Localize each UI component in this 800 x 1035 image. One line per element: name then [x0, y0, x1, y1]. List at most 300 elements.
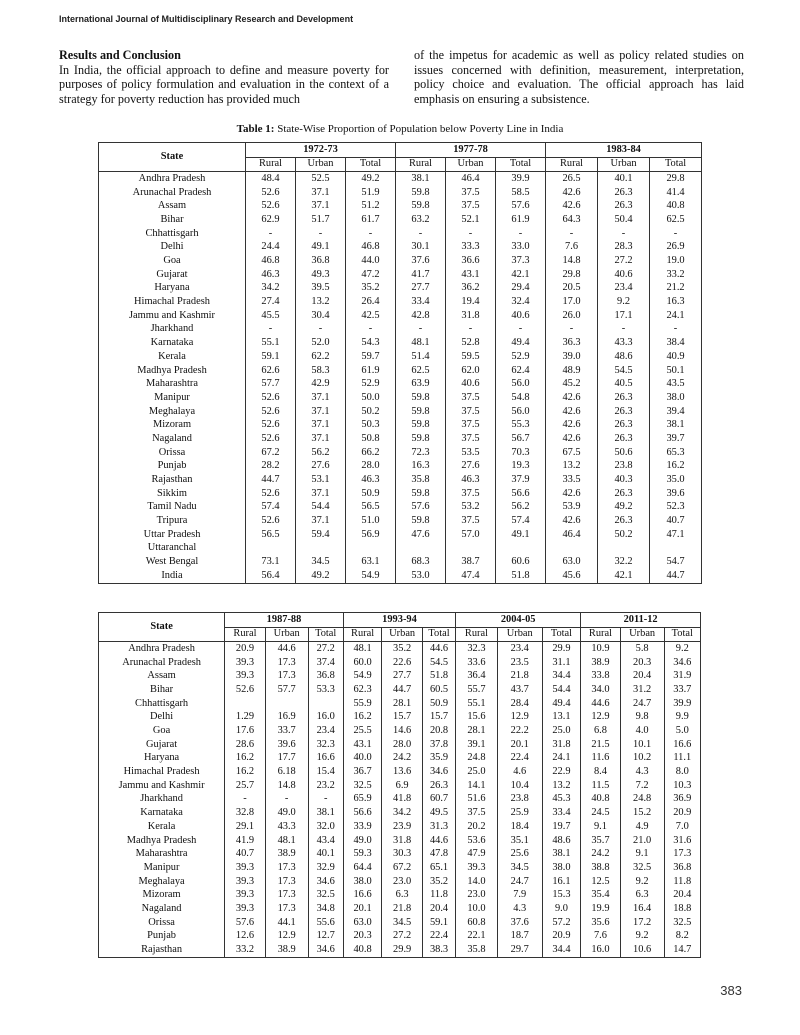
table-cell: 16.6	[308, 752, 343, 766]
table-cell: 50.6	[598, 446, 650, 460]
table-cell: 38.9	[265, 944, 308, 958]
table-cell: 16.1	[542, 875, 581, 889]
table-cell: 37.5	[446, 405, 496, 419]
table-cell: 15.2	[620, 807, 664, 821]
table-cell: 16.0	[581, 944, 621, 958]
table-cell	[265, 697, 308, 711]
table-cell: 23.4	[598, 282, 650, 296]
table-cell: 31.6	[664, 834, 700, 848]
table-cell: 4.3	[620, 766, 664, 780]
table-cell: 53.5	[446, 446, 496, 460]
table-cell: 12.9	[265, 930, 308, 944]
table-cell: 35.6	[581, 916, 621, 930]
table-cell: 11.5	[581, 779, 621, 793]
table-cell: 49.2	[296, 569, 346, 583]
table-cell: 20.8	[422, 725, 455, 739]
table-cell: 33.4	[542, 807, 581, 821]
table-cell: 9.2	[664, 642, 700, 656]
table-cell: 39.3	[225, 875, 266, 889]
journal-header: International Journal of Multidisciplinary Research and Development	[59, 14, 354, 24]
state-name: Jharkhand	[99, 323, 246, 337]
table-cell: 26.9	[650, 241, 702, 255]
table-cell: -	[246, 227, 296, 241]
table-cell: 40.8	[581, 793, 621, 807]
table-cell: 44.6	[422, 834, 455, 848]
table-cell: 40.8	[343, 944, 381, 958]
table-cell: 52.0	[296, 337, 346, 351]
table-cell: 42.6	[546, 432, 598, 446]
table-cell: 31.8	[382, 834, 423, 848]
table-cell: 48.9	[546, 364, 598, 378]
state-name: Kerala	[99, 820, 225, 834]
table-cell: 44.7	[246, 474, 296, 488]
table-cell: 15.7	[382, 711, 423, 725]
table-row	[99, 515, 702, 529]
table-cell: 26.5	[546, 172, 598, 186]
table-row	[99, 227, 702, 241]
state-name: Orissa	[99, 446, 246, 460]
table-cell: 37.3	[496, 255, 546, 269]
table-row	[99, 268, 702, 282]
table-cell: 17.7	[265, 752, 308, 766]
table-cell: 45.6	[546, 569, 598, 583]
table-cell: 57.4	[496, 515, 546, 529]
period-header: 2004-05	[456, 613, 581, 628]
table-cell: 36.8	[308, 670, 343, 684]
table-cell: 56.0	[496, 378, 546, 392]
table-cell: 25.5	[343, 725, 381, 739]
table-row	[99, 683, 701, 697]
table-cell: 53.0	[396, 569, 446, 583]
table-cell: 53.3	[308, 683, 343, 697]
table-cell: 20.4	[620, 670, 664, 684]
table-cell: 32.5	[664, 916, 700, 930]
table-cell: 33.2	[650, 268, 702, 282]
table-cell: 52.8	[446, 337, 496, 351]
table-cell: 19.7	[542, 820, 581, 834]
table-cell: 41.9	[225, 834, 266, 848]
table-cell: -	[225, 793, 266, 807]
table-cell: 40.1	[598, 172, 650, 186]
state-name: Maharashtra	[99, 378, 246, 392]
table-cell: 42.6	[546, 200, 598, 214]
table-cell: 48.6	[542, 834, 581, 848]
table-row	[99, 282, 702, 296]
table-cell: 17.3	[265, 670, 308, 684]
table-cell: 24.8	[620, 793, 664, 807]
table-cell: 29.1	[225, 820, 266, 834]
table-cell: 37.1	[296, 200, 346, 214]
state-name: Jharkhand	[99, 793, 225, 807]
table-cell: 7.2	[620, 779, 664, 793]
table-cell: 14.1	[456, 779, 498, 793]
table-cell: 33.8	[581, 670, 621, 684]
table-cell: 40.6	[598, 268, 650, 282]
table-row	[99, 889, 701, 903]
table-cell: 34.5	[497, 861, 542, 875]
table-cell: 62.6	[246, 364, 296, 378]
table-cell: 23.5	[497, 656, 542, 670]
table-cell: 39.3	[225, 656, 266, 670]
table-cell: 19.4	[446, 296, 496, 310]
table-cell: 37.1	[296, 405, 346, 419]
table-body	[99, 642, 701, 958]
table-cell: 39.1	[456, 738, 498, 752]
table-cell: 7.6	[581, 930, 621, 944]
table-cell: 42.8	[396, 309, 446, 323]
table-cell: 37.4	[308, 656, 343, 670]
state-name: Rajasthan	[99, 474, 246, 488]
table-cell: 58.3	[296, 364, 346, 378]
table-cell: 52.9	[496, 350, 546, 364]
table-cell: 46.4	[546, 528, 598, 542]
table-row	[99, 569, 702, 583]
table-cell: 67.2	[382, 861, 423, 875]
table-cell: 35.8	[396, 474, 446, 488]
table-cell: 56.7	[496, 432, 546, 446]
table-row	[99, 752, 701, 766]
state-name: Chhattisgarh	[99, 697, 225, 711]
table-cell: 59.8	[396, 186, 446, 200]
table-cell: 34.5	[382, 916, 423, 930]
table-cell: 37.1	[296, 186, 346, 200]
period-header: 2011-12	[581, 613, 701, 628]
table-cell: 26.3	[598, 186, 650, 200]
table-cell: 34.5	[296, 556, 346, 570]
table-cell: 23.0	[456, 889, 498, 903]
table-cell: 51.6	[456, 793, 498, 807]
table-row	[99, 902, 701, 916]
table-cell: 33.3	[446, 241, 496, 255]
table-cell: 15.7	[422, 711, 455, 725]
table-cell: 52.3	[650, 501, 702, 515]
sub-header-total: Total	[346, 157, 396, 172]
table-cell: 22.2	[497, 725, 542, 739]
state-name: Himachal Pradesh	[99, 766, 225, 780]
table-cell: 37.1	[296, 419, 346, 433]
table-cell: 52.6	[246, 515, 296, 529]
table-row	[99, 474, 702, 488]
table-cell: 11.1	[664, 752, 700, 766]
table-cell	[546, 542, 598, 556]
state-name: Arunachal Pradesh	[99, 186, 246, 200]
sub-header-rural: Rural	[546, 157, 598, 172]
table-cell: 18.8	[664, 902, 700, 916]
table-cell: 13.2	[296, 296, 346, 310]
table-cell: 24.4	[246, 241, 296, 255]
table-row	[99, 807, 701, 821]
table-cell: 56.4	[246, 569, 296, 583]
table-cell: 21.0	[620, 834, 664, 848]
state-name: Bihar	[99, 213, 246, 227]
state-name: Punjab	[99, 460, 246, 474]
table-cell: 54.9	[343, 670, 381, 684]
table-cell: 26.3	[598, 432, 650, 446]
table-cell: 26.3	[598, 405, 650, 419]
table-1-caption-label: Table 1:	[236, 123, 275, 135]
table-cell: 42.6	[546, 391, 598, 405]
table-cell: 10.6	[620, 944, 664, 958]
table-row	[99, 766, 701, 780]
table-cell: 42.1	[496, 268, 546, 282]
table-cell: 26.0	[546, 309, 598, 323]
table-row	[99, 419, 702, 433]
table-cell: 30.4	[296, 309, 346, 323]
table-cell: 20.3	[343, 930, 381, 944]
table-cell: 37.5	[446, 515, 496, 529]
table-cell: 12.9	[581, 711, 621, 725]
table-cell	[496, 542, 546, 556]
table-cell: 62.2	[296, 350, 346, 364]
table-cell: 35.2	[346, 282, 396, 296]
table-cell: 52.6	[246, 405, 296, 419]
table-cell: 39.9	[496, 172, 546, 186]
table-cell: 12.5	[581, 875, 621, 889]
table-cell: 9.2	[598, 296, 650, 310]
table-cell: 23.0	[382, 875, 423, 889]
table-cell: 17.2	[620, 916, 664, 930]
table-cell: 10.3	[664, 779, 700, 793]
table-cell: 54.7	[650, 556, 702, 570]
table-cell: -	[396, 323, 446, 337]
table-cell: 14.7	[664, 944, 700, 958]
state-name: Sikkim	[99, 487, 246, 501]
table-cell: 47.4	[446, 569, 496, 583]
state-name: Tamil Nadu	[99, 501, 246, 515]
table-cell: -	[308, 793, 343, 807]
table-cell: -	[346, 323, 396, 337]
table-cell: 37.5	[456, 807, 498, 821]
table-cell: 35.4	[581, 889, 621, 903]
table-row	[99, 779, 701, 793]
table-cell: 12.9	[497, 711, 542, 725]
table-cell: 57.7	[265, 683, 308, 697]
table-cell: 20.4	[422, 902, 455, 916]
state-name: Arunachal Pradesh	[99, 656, 225, 670]
table-cell: 23.8	[598, 460, 650, 474]
table-cell	[246, 542, 296, 556]
table-cell: 63.9	[396, 378, 446, 392]
table-cell: 36.3	[546, 337, 598, 351]
table-cell: 59.1	[246, 350, 296, 364]
table-cell: 6.8	[581, 725, 621, 739]
table-cell: 53.9	[546, 501, 598, 515]
table-cell: 40.7	[225, 848, 266, 862]
table-cell: 29.7	[497, 944, 542, 958]
table-cell: 52.6	[246, 432, 296, 446]
table-cell: 52.6	[225, 683, 266, 697]
state-name: Uttaranchal	[99, 542, 246, 556]
table-cell: 20.2	[456, 820, 498, 834]
table-cell: 11.8	[664, 875, 700, 889]
table-cell: 73.1	[246, 556, 296, 570]
table-cell: 56.5	[346, 501, 396, 515]
table-cell: 24.1	[650, 309, 702, 323]
table-row	[99, 725, 701, 739]
table-cell: 34.2	[246, 282, 296, 296]
table-cell: 65.3	[650, 446, 702, 460]
table-row	[99, 556, 702, 570]
table-cell: 51.2	[346, 200, 396, 214]
table-cell: 59.8	[396, 515, 446, 529]
table-cell: 52.1	[446, 213, 496, 227]
table-cell: 40.9	[650, 350, 702, 364]
table-cell: 39.3	[456, 861, 498, 875]
table-cell: 56.2	[296, 446, 346, 460]
table-cell: 61.9	[346, 364, 396, 378]
table-cell: 65.1	[422, 861, 455, 875]
section-heading: Results and Conclusion	[59, 48, 181, 62]
table-cell: -	[296, 227, 346, 241]
table-cell: 44.1	[265, 916, 308, 930]
state-name: Karnataka	[99, 807, 225, 821]
table-cell: 36.2	[446, 282, 496, 296]
table-cell: 23.4	[308, 725, 343, 739]
table-cell: 70.3	[496, 446, 546, 460]
table-cell: 54.3	[346, 337, 396, 351]
table-cell: 55.1	[246, 337, 296, 351]
table-cell: 4.6	[497, 766, 542, 780]
table-row	[99, 446, 702, 460]
table-cell: 28.3	[598, 241, 650, 255]
table-cell: 44.7	[382, 683, 423, 697]
table-cell: 13.2	[542, 779, 581, 793]
table-cell: 15.6	[456, 711, 498, 725]
table-cell: 34.6	[664, 656, 700, 670]
table-row	[99, 296, 702, 310]
table-cell: 17.1	[598, 309, 650, 323]
table-cell: 35.9	[422, 752, 455, 766]
table-cell: 38.1	[650, 419, 702, 433]
table-cell: 31.1	[542, 656, 581, 670]
table-cell: 50.9	[422, 697, 455, 711]
table-cell: 37.1	[296, 432, 346, 446]
table-cell: 59.8	[396, 391, 446, 405]
table-cell: 51.4	[396, 350, 446, 364]
table-row	[99, 460, 702, 474]
table-cell: 50.1	[650, 364, 702, 378]
table-row	[99, 432, 702, 446]
table-cell: 47.2	[346, 268, 396, 282]
table-row	[99, 542, 702, 556]
table-cell: 63.1	[346, 556, 396, 570]
table-cell	[308, 697, 343, 711]
table-cell: 62.5	[396, 364, 446, 378]
table-cell: 27.6	[446, 460, 496, 474]
sub-header-total: Total	[664, 627, 700, 642]
table-cell: 40.8	[650, 200, 702, 214]
table-row	[99, 213, 702, 227]
table-cell: 44.0	[346, 255, 396, 269]
table-cell: 54.4	[542, 683, 581, 697]
table-cell: 63.0	[343, 916, 381, 930]
table-cell: 31.2	[620, 683, 664, 697]
table-cell: -	[546, 227, 598, 241]
table-cell: -	[446, 227, 496, 241]
table-cell: 6.18	[265, 766, 308, 780]
table-cell: 32.3	[308, 738, 343, 752]
table-cell: 16.3	[396, 460, 446, 474]
table-cell: 30.3	[382, 848, 423, 862]
table-cell: 42.6	[546, 186, 598, 200]
table-cell: -	[265, 793, 308, 807]
table-cell: 26.3	[598, 515, 650, 529]
table-cell: 59.8	[396, 487, 446, 501]
table-cell: 15.4	[308, 766, 343, 780]
table-row	[99, 820, 701, 834]
table-cell: 27.7	[396, 282, 446, 296]
table-cell: 43.3	[598, 337, 650, 351]
table-cell: 37.5	[446, 200, 496, 214]
table-cell: 16.6	[664, 738, 700, 752]
table-cell: 42.6	[546, 419, 598, 433]
table-cell: 57.6	[225, 916, 266, 930]
table-cell: 20.1	[343, 902, 381, 916]
table-cell: 52.9	[346, 378, 396, 392]
state-name: Nagaland	[99, 432, 246, 446]
table-cell: 34.4	[542, 944, 581, 958]
table-cell: 62.4	[496, 364, 546, 378]
state-name: Andhra Pradesh	[99, 642, 225, 656]
table-cell: 55.7	[456, 683, 498, 697]
table-cell: 55.9	[343, 697, 381, 711]
state-name: Mizoram	[99, 419, 246, 433]
table-cell: 29.4	[496, 282, 546, 296]
table-cell: 52.6	[246, 419, 296, 433]
table-cell: 13.2	[546, 460, 598, 474]
state-name: Goa	[99, 255, 246, 269]
sub-header-rural: Rural	[396, 157, 446, 172]
table-cell: 49.1	[296, 241, 346, 255]
table-cell: 42.5	[346, 309, 396, 323]
table-cell: 32.0	[308, 820, 343, 834]
table-cell: 31.9	[664, 670, 700, 684]
table-cell: 27.2	[598, 255, 650, 269]
state-name: Himachal Pradesh	[99, 296, 246, 310]
table-cell: 23.4	[497, 642, 542, 656]
table-cell: 57.2	[542, 916, 581, 930]
table-cell: 53.1	[296, 474, 346, 488]
table-row	[99, 186, 702, 200]
table-row	[99, 487, 702, 501]
table-cell: 52.6	[246, 186, 296, 200]
state-name: Orissa	[99, 916, 225, 930]
table-row	[99, 364, 702, 378]
table-cell: 47.6	[396, 528, 446, 542]
intro-paragraph-left	[59, 48, 389, 106]
table-cell: 39.5	[296, 282, 346, 296]
table-cell: 17.0	[546, 296, 598, 310]
sub-header-urban: Urban	[497, 627, 542, 642]
state-name: India	[99, 569, 246, 583]
poverty-table-1972-1984	[98, 142, 702, 584]
table-cell: 39.3	[225, 670, 266, 684]
table-cell: 20.9	[225, 642, 266, 656]
table-cell: 28.0	[382, 738, 423, 752]
table-cell: 11.6	[581, 752, 621, 766]
table-cell: 21.8	[382, 902, 423, 916]
state-column-header: State	[99, 143, 246, 172]
table-cell: 31.3	[422, 820, 455, 834]
table-cell: 32.5	[620, 861, 664, 875]
table-cell: -	[598, 227, 650, 241]
table-cell: 43.3	[265, 820, 308, 834]
state-name: Uttar Pradesh	[99, 528, 246, 542]
table-cell: 16.9	[265, 711, 308, 725]
table-cell: 67.2	[246, 446, 296, 460]
table-cell: -	[346, 227, 396, 241]
table-cell: 14.0	[456, 875, 498, 889]
